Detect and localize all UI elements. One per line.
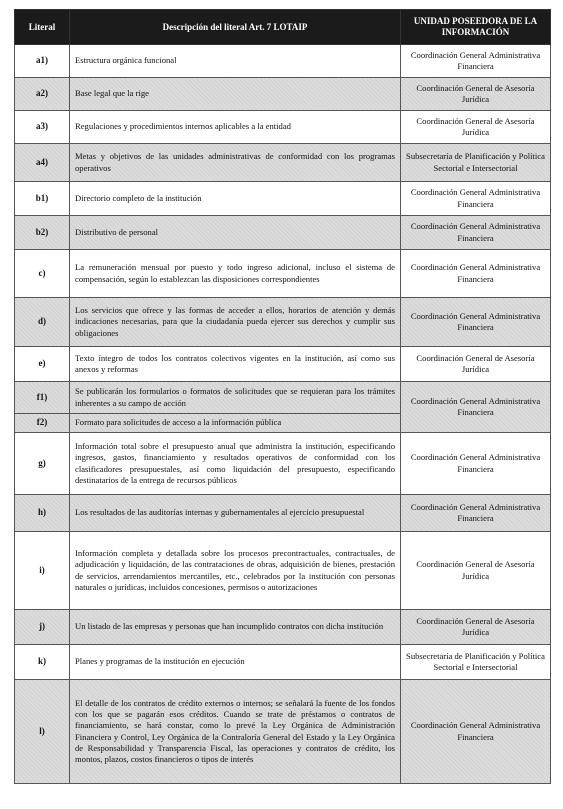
unit-cell: Coordinación General de Asesoría Jurídica: [401, 532, 551, 610]
literal-cell: b1): [15, 182, 70, 216]
description-cell: Distributivo de personal: [70, 216, 401, 250]
table-row: [15, 250, 551, 298]
literal-cell: f2): [15, 414, 70, 433]
table-row: [15, 495, 551, 532]
literal-cell: k): [15, 645, 70, 680]
unit-cell: Subsecretaría de Planificación y Política Sectorial e Intersectorial: [401, 144, 551, 182]
literal-cell: d): [15, 298, 70, 347]
unit-cell: Coordinación General Administrativa Financiera: [401, 680, 551, 784]
literal-cell: i): [15, 532, 70, 610]
table-row: [15, 347, 551, 382]
table-row: [15, 78, 551, 111]
description-cell: La remuneración mensual por puesto y todo ingreso adicional, incluso el sistema de compensación, según lo establezcan las disposiciones correspondientes: [70, 250, 401, 298]
description-cell: Se publicarán los formularios o formatos de solicitudes que se requieran para los trámites inherentes a su campo de acción: [70, 382, 401, 414]
table-row: [15, 645, 551, 680]
table-row: [15, 610, 551, 645]
description-cell: Los resultados de las auditorías internas y gubernamentales al ejercicio presupuestal: [70, 495, 401, 532]
unit-cell: Coordinación General de Asesoría Jurídica: [401, 78, 551, 111]
literal-cell: e): [15, 347, 70, 382]
unit-cell: Coordinación General Administrativa Financiera: [401, 250, 551, 298]
description-cell: Base legal que la rige: [70, 78, 401, 111]
literal-cell: a1): [15, 45, 70, 78]
table-row: [15, 382, 551, 414]
table-row: [15, 298, 551, 347]
unit-cell: Coordinación General de Asesoría Jurídica: [401, 347, 551, 382]
table-row: [15, 680, 551, 784]
table-row: [15, 216, 551, 250]
description-cell: Estructura orgánica funcional: [70, 45, 401, 78]
description-cell: Un listado de las empresas y personas que han incumplido contratos con dicha institución: [70, 610, 401, 645]
unit-cell: Coordinación General Administrativa Financiera: [401, 382, 551, 433]
description-cell: Regulaciones y procedimientos internos aplicables a la entidad: [70, 111, 401, 144]
description-cell: Directorio completo de la institución: [70, 182, 401, 216]
unit-cell: Coordinación General Administrativa Financiera: [401, 298, 551, 347]
lotaip-table: [14, 9, 551, 784]
lotaip-table-container: [14, 9, 550, 784]
table-header-row: [15, 10, 551, 45]
table-row: [15, 144, 551, 182]
description-cell: Texto íntegro de todos los contratos colectivos vigentes en la institución, así como sus anexos y reformas: [70, 347, 401, 382]
unit-cell: Coordinación General Administrativa Financiera: [401, 182, 551, 216]
unit-cell: Coordinación General Administrativa Financiera: [401, 45, 551, 78]
header-descripcion: Descripción del literal Art. 7 LOTAIP: [70, 10, 401, 45]
table-row: [15, 532, 551, 610]
unit-cell: Coordinación General Administrativa Financiera: [401, 433, 551, 495]
description-cell: Planes y programas de la institución en ejecución: [70, 645, 401, 680]
description-cell: Formato para solicitudes de acceso a la información pública: [70, 414, 401, 433]
literal-cell: l): [15, 680, 70, 784]
literal-cell: h): [15, 495, 70, 532]
literal-cell: f1): [15, 382, 70, 414]
literal-cell: c): [15, 250, 70, 298]
header-literal: Literal: [15, 10, 70, 45]
unit-cell: Coordinación General Administrativa Financiera: [401, 495, 551, 532]
literal-cell: a4): [15, 144, 70, 182]
description-cell: Los servicios que ofrece y las formas de acceder a ellos, horarios de atención y demás indicaciones necesarias, para que la ciudadanía pueda ejercer sus derechos y cumplir sus obligaciones: [70, 298, 401, 347]
table-row: [15, 433, 551, 495]
literal-cell: g): [15, 433, 70, 495]
description-cell: Información completa y detallada sobre los procesos precontractuales, contractuales, de adjudicación y liquidación, de las contrataciones de obras, adquisición de bienes, prestación de servicios, arrendamientos mercantiles, etc., celebrados por la institución con personas naturales o jurídicas, incluidos concesiones, permisos o autorizaciones: [70, 532, 401, 610]
literal-cell: j): [15, 610, 70, 645]
literal-cell: b2): [15, 216, 70, 250]
literal-cell: a2): [15, 78, 70, 111]
description-cell: Metas y objetivos de las unidades administrativas de conformidad con los programas operativos: [70, 144, 401, 182]
unit-cell: Subsecretaría de Planificación y Política Sectorial e Intersectorial: [401, 645, 551, 680]
table-row: [15, 45, 551, 78]
table-row: [15, 182, 551, 216]
table-row: [15, 111, 551, 144]
unit-cell: Coordinación General de Asesoría Jurídica: [401, 111, 551, 144]
description-cell: El detalle de los contratos de crédito externos o internos; se señalará la fuente de los fondos con los que se pagarán esos créditos. Cuando se trate de préstamos o contratos de financiamiento, se hará constar, como lo prevé la Ley Orgánica de Administración Financiera y Control, Ley Orgánica de la Contraloría General del Estado y la Ley Orgánica de Responsabilidad y Transparencia Fiscal, las operaciones y contratos de crédito, los montos, plazos, costos financieros o tipos de interés: [70, 680, 401, 784]
header-unidad: UNIDAD POSEEDORA DE LA INFORMACIÓN: [401, 10, 551, 45]
unit-cell: Coordinación General Administrativa Financiera: [401, 216, 551, 250]
unit-cell: Coordinación General de Asesoría Jurídica: [401, 610, 551, 645]
description-cell: Información total sobre el presupuesto anual que administra la institución, especificando ingresos, gastos, financiamiento y resultados operativos de conformidad con los clasificadores presupuestales, así como liquidación del presupuesto, especificando destinatarios de la entrega de recursos públicos: [70, 433, 401, 495]
literal-cell: a3): [15, 111, 70, 144]
